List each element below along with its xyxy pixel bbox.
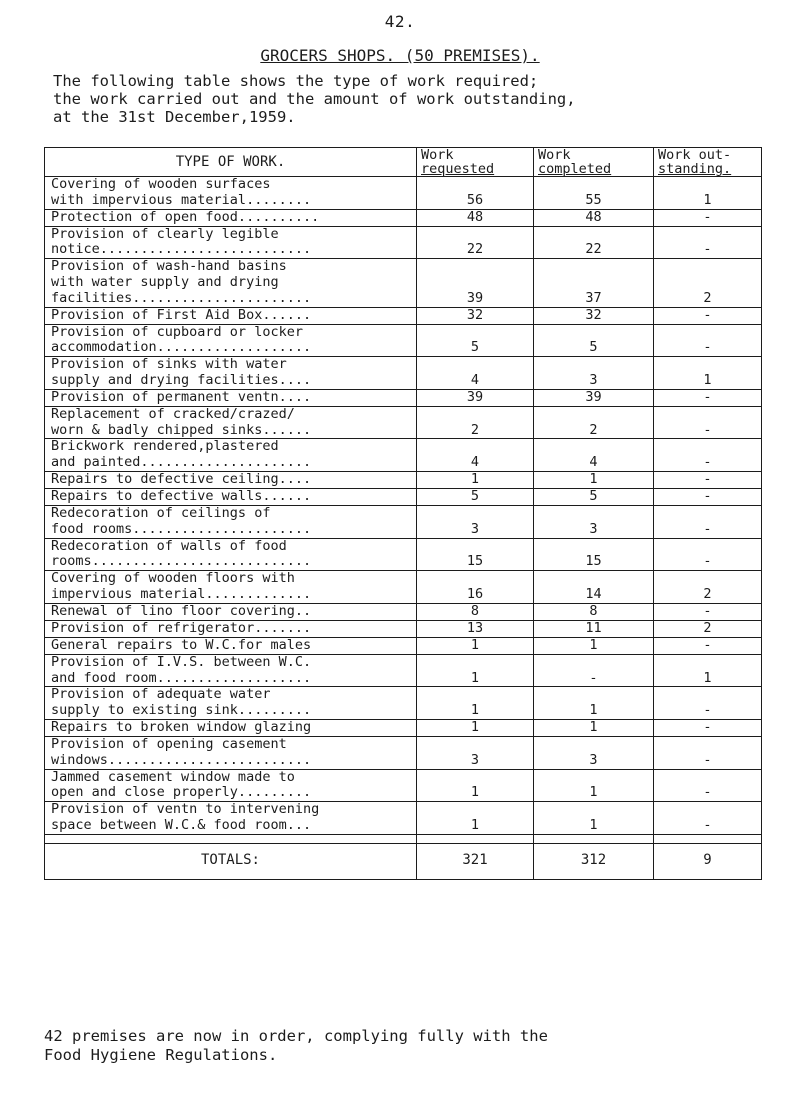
- closing-paragraph: 42 premises are now in order, complying fully with the Food Hygiene Regulations.: [44, 1027, 548, 1064]
- work-requested-cell: 5: [417, 324, 534, 357]
- work-outstanding-cell: -: [654, 538, 762, 571]
- work-completed-cell: 1: [534, 802, 654, 835]
- table-row: [45, 769, 762, 802]
- work-outstanding-cell: -: [654, 719, 762, 736]
- work-completed-cell: 39: [534, 389, 654, 406]
- table-header-row: [45, 148, 762, 177]
- work-requested-cell: 56: [417, 177, 534, 210]
- table-row: [45, 259, 762, 307]
- work-requested-cell: 13: [417, 620, 534, 637]
- heading-text: GROCERS SHOPS. (50 PREMISES).: [260, 46, 540, 65]
- table-row: [45, 654, 762, 687]
- work-outstanding-cell: 2: [654, 259, 762, 307]
- work-completed-cell: 48: [534, 209, 654, 226]
- header-work-outstanding: Work out- standing.: [654, 148, 762, 177]
- work-type-cell: Replacement of cracked/crazed/ worn & badly chipped sinks......: [45, 406, 417, 439]
- work-requested-cell: 4: [417, 439, 534, 472]
- table-row: [45, 357, 762, 390]
- work-outstanding-cell: -: [654, 505, 762, 538]
- table-row: [45, 226, 762, 259]
- work-outstanding-cell: -: [654, 324, 762, 357]
- work-outstanding-cell: -: [654, 736, 762, 769]
- intro-paragraph: The following table shows the type of work required; the work carried out and the amount of work outstanding, at the 31st December,1959.: [53, 72, 576, 126]
- work-outstanding-cell: 2: [654, 620, 762, 637]
- work-completed-cell: 11: [534, 620, 654, 637]
- work-requested-cell: 1: [417, 802, 534, 835]
- page-heading: [0, 46, 800, 65]
- work-type-cell: Brickwork rendered,plastered and painted.....................: [45, 439, 417, 472]
- work-completed-cell: 15: [534, 538, 654, 571]
- totals-row: [45, 843, 762, 879]
- table-row: [45, 603, 762, 620]
- work-requested-cell: 1: [417, 654, 534, 687]
- work-requested-cell: 1: [417, 769, 534, 802]
- table-row: [45, 687, 762, 720]
- work-completed-cell: 4: [534, 439, 654, 472]
- work-type-cell: Provision of opening casement windows.........................: [45, 736, 417, 769]
- work-requested-cell: 1: [417, 471, 534, 488]
- work-requested-cell: 22: [417, 226, 534, 259]
- work-completed-cell: 14: [534, 571, 654, 604]
- work-type-cell: Repairs to defective ceiling....: [45, 471, 417, 488]
- table-row: [45, 538, 762, 571]
- table-row: [45, 571, 762, 604]
- table-body: [45, 177, 762, 835]
- table-row: [45, 324, 762, 357]
- work-type-cell: Protection of open food..........: [45, 209, 417, 226]
- work-outstanding-cell: 1: [654, 177, 762, 210]
- work-type-cell: General repairs to W.C.for males: [45, 637, 417, 654]
- work-completed-cell: 5: [534, 488, 654, 505]
- work-outstanding-cell: -: [654, 802, 762, 835]
- work-completed-cell: 5: [534, 324, 654, 357]
- totals-requested: 321: [417, 843, 534, 879]
- work-requested-cell: 48: [417, 209, 534, 226]
- work-outstanding-cell: -: [654, 307, 762, 324]
- work-type-cell: Provision of refrigerator.......: [45, 620, 417, 637]
- work-requested-cell: 2: [417, 406, 534, 439]
- work-outstanding-cell: -: [654, 406, 762, 439]
- work-type-cell: Provision of clearly legible notice..........................: [45, 226, 417, 259]
- totals-outstanding: 9: [654, 843, 762, 879]
- table-row: [45, 209, 762, 226]
- table-row: [45, 488, 762, 505]
- table-row: [45, 307, 762, 324]
- page-number: 42.: [384, 12, 416, 31]
- work-requested-cell: 39: [417, 259, 534, 307]
- work-completed-cell: 55: [534, 177, 654, 210]
- work-type-cell: Covering of wooden surfaces with impervious material........: [45, 177, 417, 210]
- work-type-cell: Renewal of lino floor covering..: [45, 603, 417, 620]
- work-requested-cell: 16: [417, 571, 534, 604]
- work-outstanding-cell: -: [654, 603, 762, 620]
- table-row: [45, 177, 762, 210]
- work-table: [44, 147, 762, 880]
- header-type-of-work: TYPE OF WORK.: [45, 148, 417, 177]
- work-completed-cell: 8: [534, 603, 654, 620]
- totals-completed: 312: [534, 843, 654, 879]
- work-outstanding-cell: 2: [654, 571, 762, 604]
- work-type-cell: Provision of adequate water supply to existing sink.........: [45, 687, 417, 720]
- header-work-requested: Work requested: [417, 148, 534, 177]
- work-requested-cell: 5: [417, 488, 534, 505]
- work-outstanding-cell: -: [654, 471, 762, 488]
- work-outstanding-cell: -: [654, 226, 762, 259]
- work-type-cell: Provision of I.V.S. between W.C. and food room...................: [45, 654, 417, 687]
- work-type-cell: Provision of First Aid Box......: [45, 307, 417, 324]
- work-completed-cell: 1: [534, 719, 654, 736]
- table-row: [45, 802, 762, 835]
- work-completed-cell: 37: [534, 259, 654, 307]
- work-completed-cell: 1: [534, 769, 654, 802]
- table-row: [45, 620, 762, 637]
- work-requested-cell: 1: [417, 719, 534, 736]
- table-row: [45, 719, 762, 736]
- work-requested-cell: 1: [417, 637, 534, 654]
- work-outstanding-cell: -: [654, 488, 762, 505]
- work-type-cell: Provision of permanent ventn....: [45, 389, 417, 406]
- work-completed-cell: 22: [534, 226, 654, 259]
- table-row: [45, 389, 762, 406]
- work-type-cell: Provision of wash-hand basins with water supply and drying facilities......................: [45, 259, 417, 307]
- table-spacer-row: [45, 834, 762, 843]
- work-requested-cell: 15: [417, 538, 534, 571]
- work-requested-cell: 8: [417, 603, 534, 620]
- work-type-cell: Redecoration of ceilings of food rooms......................: [45, 505, 417, 538]
- work-completed-cell: 3: [534, 505, 654, 538]
- work-completed-cell: 1: [534, 471, 654, 488]
- work-completed-cell: -: [534, 654, 654, 687]
- table-row: [45, 637, 762, 654]
- work-outstanding-cell: -: [654, 637, 762, 654]
- table-row: [45, 505, 762, 538]
- work-type-cell: Provision of sinks with water supply and drying facilities....: [45, 357, 417, 390]
- work-type-cell: Provision of ventn to intervening space between W.C.& food room...: [45, 802, 417, 835]
- work-requested-cell: 3: [417, 736, 534, 769]
- work-type-cell: Provision of cupboard or locker accommodation...................: [45, 324, 417, 357]
- table-row: [45, 471, 762, 488]
- work-outstanding-cell: -: [654, 687, 762, 720]
- table-row: [45, 406, 762, 439]
- work-outstanding-cell: -: [654, 389, 762, 406]
- work-type-cell: Repairs to broken window glazing: [45, 719, 417, 736]
- work-outstanding-cell: -: [654, 769, 762, 802]
- work-requested-cell: 39: [417, 389, 534, 406]
- work-completed-cell: 3: [534, 357, 654, 390]
- work-requested-cell: 3: [417, 505, 534, 538]
- work-outstanding-cell: -: [654, 209, 762, 226]
- header-work-completed: Work completed: [534, 148, 654, 177]
- work-type-cell: Jammed casement window made to open and close properly.........: [45, 769, 417, 802]
- work-completed-cell: 1: [534, 687, 654, 720]
- work-completed-cell: 3: [534, 736, 654, 769]
- work-requested-cell: 32: [417, 307, 534, 324]
- table-row: [45, 439, 762, 472]
- work-outstanding-cell: -: [654, 439, 762, 472]
- work-completed-cell: 2: [534, 406, 654, 439]
- work-outstanding-cell: 1: [654, 654, 762, 687]
- work-type-cell: Repairs to defective walls......: [45, 488, 417, 505]
- work-outstanding-cell: 1: [654, 357, 762, 390]
- work-completed-cell: 1: [534, 637, 654, 654]
- table-row: [45, 736, 762, 769]
- work-type-cell: Covering of wooden floors with impervious material.............: [45, 571, 417, 604]
- totals-label: TOTALS:: [45, 843, 417, 879]
- work-requested-cell: 1: [417, 687, 534, 720]
- work-type-cell: Redecoration of walls of food rooms...........................: [45, 538, 417, 571]
- work-completed-cell: 32: [534, 307, 654, 324]
- work-requested-cell: 4: [417, 357, 534, 390]
